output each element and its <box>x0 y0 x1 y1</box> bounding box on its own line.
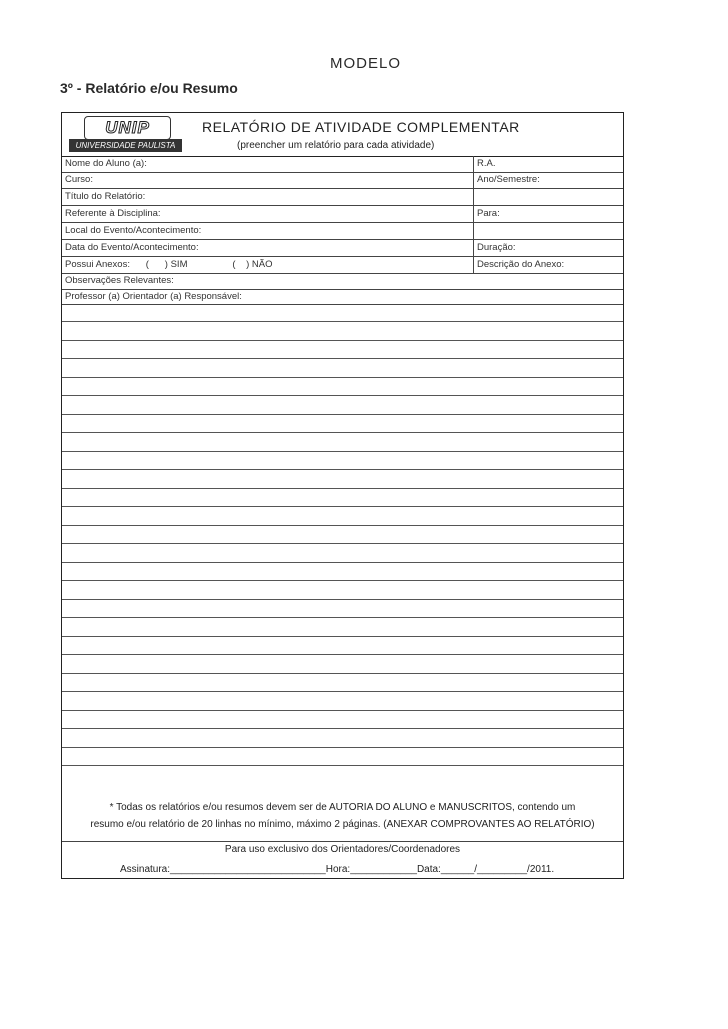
writing-line <box>62 562 623 563</box>
form-field-label: Observações Relevantes: <box>65 275 174 286</box>
writing-line <box>62 636 623 637</box>
writing-line <box>62 432 623 433</box>
writing-line <box>62 321 623 322</box>
form-instruction: (preencher um relatório para cada atividade) <box>237 140 435 151</box>
writing-line <box>62 395 623 396</box>
writing-line <box>62 451 623 452</box>
form-field-right-label: Para: <box>473 206 500 222</box>
writing-line <box>62 617 623 618</box>
footer-note-line: * Todas os relatórios e/ou resumos devem ser de AUTORIA DO ALUNO e MANUSCRITOS, contendo um <box>109 802 576 813</box>
footer-note <box>62 799 623 833</box>
logo-wordmark: UNIP <box>84 116 171 140</box>
divider <box>62 841 623 842</box>
form-field-row[interactable] <box>62 273 623 290</box>
writing-line <box>62 691 623 692</box>
logo-caption: UNIVERSIDADE PAULISTA <box>69 139 182 152</box>
form-title: RELATÓRIO DE ATIVIDADE COMPLEMENTAR <box>202 119 520 135</box>
writing-line <box>62 580 623 581</box>
form-field-label: Local do Evento/Acontecimento: <box>65 225 202 236</box>
writing-line <box>62 414 623 415</box>
writing-line <box>62 340 623 341</box>
form-field-label: Curso: <box>65 174 93 185</box>
writing-line <box>62 525 623 526</box>
form-field-label: Referente à Disciplina: <box>65 208 161 219</box>
writing-line <box>62 599 623 600</box>
writing-line <box>62 673 623 674</box>
form-field-label: Possui Anexos: ( ) SIM ( ) NÃO <box>65 259 273 270</box>
form-field-row[interactable] <box>62 257 623 274</box>
signature-line[interactable]: Assinatura:____________________________Hora:____________Data:______/_________/2011. <box>120 864 555 875</box>
form-field-label: Data do Evento/Acontecimento: <box>65 242 199 253</box>
writing-line <box>62 654 623 655</box>
form-header <box>62 113 623 157</box>
writing-line <box>62 469 623 470</box>
form-field-label: Professor (a) Orientador (a) Responsável: <box>65 291 242 302</box>
form-field-right-label: Duração: <box>473 240 516 256</box>
section-subtitle: 3º - Relatório e/ou Resumo <box>60 80 238 96</box>
form-field-right-label: R.A. <box>473 156 495 172</box>
form-field-label: Nome do Aluno (a): <box>65 158 147 169</box>
writing-line <box>62 358 623 359</box>
writing-line <box>62 543 623 544</box>
orientadores-label: Para uso exclusivo dos Orientadores/Coordenadores <box>224 844 461 855</box>
form-field-row[interactable] <box>62 156 623 173</box>
writing-line <box>62 728 623 729</box>
form-field-right-label <box>473 189 477 205</box>
form-field-row[interactable] <box>62 240 623 257</box>
form-field-row[interactable] <box>62 172 623 189</box>
report-form <box>61 112 624 879</box>
form-field-label: Título do Relatório: <box>65 191 146 202</box>
footer-note-line: resumo e/ou relatório de 20 linhas no mínimo, máximo 2 páginas. (ANEXAR COMPROVANTES AO RELATÓRIO) <box>90 819 595 830</box>
form-field-right-label: Descrição do Anexo: <box>473 257 564 273</box>
form-field-row[interactable] <box>62 189 623 206</box>
form-field-right-label <box>473 223 477 239</box>
unip-logo <box>69 116 182 153</box>
modelo-heading: MODELO <box>330 55 402 72</box>
writing-line <box>62 377 623 378</box>
writing-line <box>62 506 623 507</box>
writing-line <box>62 765 623 766</box>
form-field-right-label: Ano/Semestre: <box>473 172 540 188</box>
form-field-row[interactable] <box>62 206 623 223</box>
writing-line <box>62 747 623 748</box>
form-field-row[interactable] <box>62 223 623 240</box>
writing-line <box>62 710 623 711</box>
writing-line <box>62 488 623 489</box>
form-field-row[interactable] <box>62 289 623 305</box>
